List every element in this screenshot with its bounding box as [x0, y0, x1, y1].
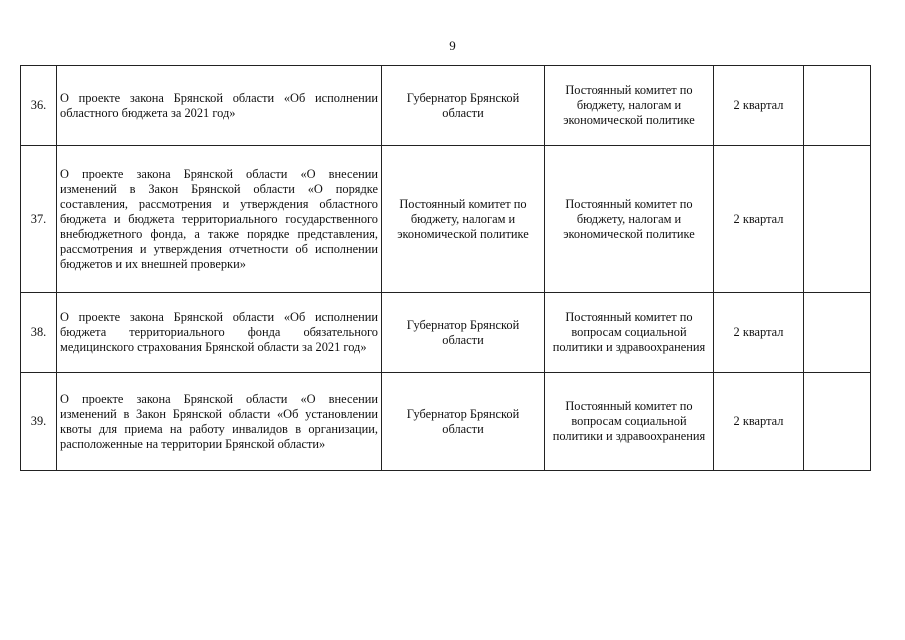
page-number: 9 — [449, 38, 456, 53]
initiator-cell: Губернатор Брянской области — [382, 373, 545, 471]
table-row — [21, 373, 871, 471]
row-number: 39. — [21, 373, 57, 471]
row-number: 38. — [21, 293, 57, 373]
committee-cell: Постоянный комитет по вопросам социальной политики и здравоохранения — [545, 293, 714, 373]
table-row — [21, 66, 871, 146]
note-cell — [804, 373, 871, 471]
initiator-cell: Постоянный комитет по бюджету, налогам и экономической политике — [382, 146, 545, 293]
row-number: 37. — [21, 146, 57, 293]
committee-cell: Постоянный комитет по вопросам социальной политики и здравоохранения — [545, 373, 714, 471]
note-cell — [804, 293, 871, 373]
period-cell: 2 квартал — [714, 146, 804, 293]
bill-title: О проекте закона Брянской области «Об исполнении бюджета территориального фонда обязательного медицинского страхования Брянской области за 2021 год» — [57, 293, 382, 373]
note-cell — [804, 66, 871, 146]
bill-title: О проекте закона Брянской области «Об исполнении областного бюджета за 2021 год» — [57, 66, 382, 146]
initiator-cell: Губернатор Брянской области — [382, 293, 545, 373]
note-cell — [804, 146, 871, 293]
bill-title: О проекте закона Брянской области «О внесении изменений в Закон Брянской области «Об установлении квоты для приема на работу инвалидов в организации, расположенные на территории Брянской области» — [57, 373, 382, 471]
period-cell: 2 квартал — [714, 66, 804, 146]
legislative-plan-table — [20, 65, 871, 471]
initiator-cell: Губернатор Брянской области — [382, 66, 545, 146]
table-row — [21, 293, 871, 373]
row-number: 36. — [21, 66, 57, 146]
period-cell: 2 квартал — [714, 373, 804, 471]
table-row — [21, 146, 871, 293]
bill-title: О проекте закона Брянской области «О внесении изменений в Закон Брянской области «О порядке составления, рассмотрения и утверждения областного бюджета и бюджета территориального государственного внебюджетного фонда, а также порядке представления, рассмотрения и утверждения отчетности об исполнении бюджетов и их внешней проверки» — [57, 146, 382, 293]
committee-cell: Постоянный комитет по бюджету, налогам и экономической политике — [545, 146, 714, 293]
period-cell: 2 квартал — [714, 293, 804, 373]
committee-cell: Постоянный комитет по бюджету, налогам и экономической политике — [545, 66, 714, 146]
